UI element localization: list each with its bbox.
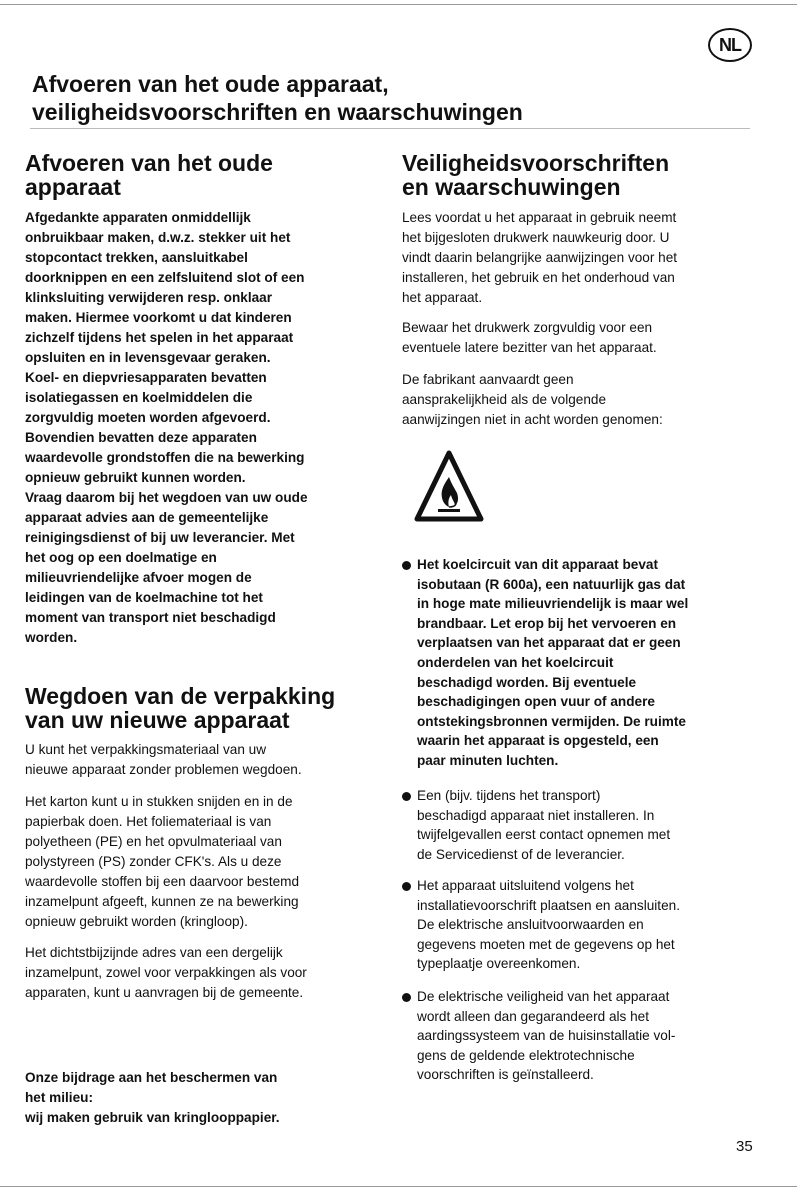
safety-para-3: [402, 370, 772, 430]
environment-note-line: Onze bijdrage aan het beschermen van: [25, 1070, 278, 1085]
section-title-disposal-line-1: Afvoeren van het oude: [25, 150, 273, 176]
bullet-dot: [402, 561, 411, 570]
page-title-line-1: Afvoeren van het oude apparaat,: [32, 71, 389, 97]
title-underline-rule: [30, 128, 750, 129]
safety-para-3-line: De fabrikant aanvaardt geen: [402, 372, 574, 387]
disposal-body-line: isolatiegassen en koelmiddelen die: [25, 390, 253, 405]
packaging-para-2: [25, 792, 385, 932]
safety-para-1-line: het apparaat.: [402, 290, 483, 305]
disposal-body-line: zichzelf tijdens het spelen in het apparaat: [25, 330, 294, 345]
section-title-packaging-line-2: van uw nieuwe apparaat: [25, 707, 290, 733]
safety-bullet-line: installatievoorschrift plaatsen en aansluiten.: [417, 897, 680, 913]
packaging-para-2-line: opnieuw gebruikt worden (kringloop).: [25, 914, 248, 929]
packaging-para-3-line: inzamelpunt, zowel voor verpakkingen als voor: [25, 965, 307, 980]
disposal-body-line: milieuvriendelijke afvoer mogen de: [25, 570, 252, 585]
disposal-body-line: Afgedankte apparaten onmiddellijk: [25, 210, 251, 225]
safety-bullet-line: twijfelgevallen eerst contact opnemen met: [417, 827, 671, 843]
safety-para-1-line: installeren, het gebruik en het onderhoud van: [402, 270, 675, 285]
safety-bullet-line: beschadigd apparaat niet installeren. In: [417, 807, 655, 823]
packaging-para-3-line: Het dichtstbijzijnde adres van een dergelijk: [25, 945, 283, 960]
flammable-warning-triangle-icon: [414, 449, 484, 525]
safety-bullet-line: voorschriften is geïnstalleerd.: [417, 1067, 594, 1083]
page-title-line-2: veiligheidsvoorschriften en waarschuwingen: [32, 99, 523, 125]
bottom-edge-rule: [0, 1186, 797, 1187]
disposal-body-line: klinksluiting verwijderen resp. onklaar: [25, 290, 273, 305]
disposal-body-line: waardevolle grondstoffen die na bewerking: [25, 450, 305, 465]
packaging-para-2-line: Het karton kunt u in stukken snijden en in de: [25, 794, 293, 809]
packaging-para-2-line: polyetheen (PE) en het opvulmateriaal van: [25, 834, 282, 849]
safety-bullet-line: De elektrische ansluitvoorwaarden en: [417, 917, 644, 933]
safety-bullet-line: typeplaatje overeenkomen.: [417, 956, 581, 972]
safety-bullet-line: waarin het apparaat is opgesteld, een: [417, 733, 659, 749]
bullet-dot: [402, 882, 411, 891]
safety-bullet-line: beschadigd worden. Bij eventuele: [417, 674, 637, 690]
environment-note-line: wij maken gebruik van kringlooppapier.: [25, 1110, 280, 1125]
disposal-body-line: worden.: [25, 630, 78, 645]
disposal-body-line: Vraag daarom bij het wegdoen van uw oude: [25, 490, 308, 505]
safety-bullet-line: ontstekingsbronnen vermijden. De ruimte: [417, 713, 686, 729]
page-title: [32, 70, 732, 126]
safety-para-3-line: aansprakelijkheid als de volgende: [402, 392, 607, 407]
safety-bullet-line: wordt alleen dan gegarandeerd als het: [417, 1008, 650, 1024]
safety-bullet-line: brandbaar. Let erop bij het vervoeren en: [417, 615, 677, 631]
safety-bullet-line: Een (bijv. tijdens het transport): [417, 788, 601, 803]
safety-bullet-line: beschadigingen open vuur of andere: [417, 694, 655, 710]
disposal-body-line: reinigingsdienst of bij uw leverancier. Met: [25, 530, 295, 545]
safety-bullet-grounding-text: [417, 987, 762, 1085]
disposal-body-line: opsluiten en in levensgevaar geraken.: [25, 350, 271, 365]
safety-bullet-line: De elektrische veiligheid van het apparaat: [417, 989, 670, 1004]
safety-bullet-isobutane: [402, 555, 762, 771]
safety-bullet-line: in hoge mate milieuvriendelijk is maar wel: [417, 596, 689, 612]
safety-para-1-line: het bijgesloten drukwerk nauwkeurig door. U: [402, 230, 670, 245]
bullet-dot: [402, 792, 411, 801]
safety-bullet-line: Het apparaat uitsluitend volgens het: [417, 878, 634, 893]
packaging-para-2-line: waardevolle stoffen bij een daarvoor bestemd: [25, 874, 300, 889]
disposal-body-line: onbruikbaar maken, d.w.z. stekker uit het: [25, 230, 291, 245]
environment-note-line: het milieu:: [25, 1090, 93, 1105]
section-title-packaging-line-1: Wegdoen van de verpakking: [25, 683, 336, 709]
page-number: 35: [736, 1138, 753, 1155]
bullet-dot: [402, 993, 411, 1002]
environment-note: [25, 1068, 385, 1128]
safety-para-1: [402, 208, 772, 308]
disposal-body-line: maken. Hiermee voorkomt u dat kinderen: [25, 310, 292, 325]
disposal-body-line: opnieuw gebruikt kunnen worden.: [25, 470, 246, 485]
safety-bullet-line: onderdelen van het koelcircuit: [417, 654, 614, 670]
packaging-para-3-line: apparaten, kunt u aanvragen bij de gemeente.: [25, 985, 304, 1000]
section-title-safety-line-1: Veiligheidsvoorschriften: [402, 150, 670, 176]
safety-bullet-line: gens de geldende elektrotechnische: [417, 1047, 635, 1063]
disposal-body-line: zorgvuldig moeten worden afgevoerd.: [25, 410, 271, 425]
safety-bullet-installation-text: [417, 876, 762, 974]
safety-para-3-line: aanwijzingen niet in acht worden genomen:: [402, 412, 663, 427]
safety-bullet-line: paar minuten luchten.: [417, 752, 559, 768]
disposal-body-line: Bovendien bevatten deze apparaten: [25, 430, 257, 445]
safety-bullet-grounding: [402, 987, 762, 1085]
disposal-body: [25, 208, 385, 648]
safety-bullet-line: aardingssysteem van de huisinstallatie vol-: [417, 1028, 676, 1044]
packaging-para-1-line: U kunt het verpakkingsmateriaal van uw: [25, 742, 267, 757]
safety-bullet-installation: [402, 876, 762, 974]
section-title-safety: [402, 151, 772, 199]
section-title-disposal-line-2: apparaat: [25, 174, 121, 200]
safety-para-1-line: vindt daarin belangrijke aanwijzingen voor het: [402, 250, 678, 265]
section-title-packaging: [25, 684, 385, 732]
packaging-para-1: [25, 740, 385, 780]
language-badge: NL: [708, 28, 752, 62]
safety-bullet-line: gegevens moeten met de gegevens op het: [417, 936, 675, 952]
safety-bullet-line: Het koelcircuit van dit apparaat bevat: [417, 557, 658, 572]
disposal-body-line: leidingen van de koelmachine tot het: [25, 590, 263, 605]
disposal-body-line: stopcontact trekken, aansluitkabel: [25, 250, 248, 265]
safety-para-2-line: eventuele latere bezitter van het apparaat.: [402, 340, 657, 355]
section-title-safety-line-2: en waarschuwingen: [402, 174, 621, 200]
safety-para-2-line: Bewaar het drukwerk zorgvuldig voor een: [402, 320, 653, 335]
safety-bullet-line: verplaatsen van het apparaat dat er geen: [417, 635, 681, 651]
safety-bullet-line: isobutaan (R 600a), een natuurlijk gas dat: [417, 576, 686, 592]
disposal-body-line: doorknippen en een zelfsluitend slot of een: [25, 270, 305, 285]
disposal-body-line: apparaat advies aan de gemeentelijke: [25, 510, 269, 525]
safety-bullet-line: de Servicedienst of de leverancier.: [417, 846, 625, 862]
packaging-para-3: [25, 943, 385, 1003]
safety-bullet-damaged-text: [417, 786, 762, 864]
safety-para-1-line: Lees voordat u het apparaat in gebruik neemt: [402, 210, 677, 225]
packaging-para-1-line: nieuwe apparaat zonder problemen wegdoen.: [25, 762, 302, 777]
packaging-para-2-line: inzamelpunt afgeeft, kunnen ze na bewerking: [25, 894, 299, 909]
disposal-body-line: moment van transport niet beschadigd: [25, 610, 276, 625]
disposal-body-line: het oog op een doelmatige en: [25, 550, 217, 565]
safety-bullet-isobutane-text: [417, 555, 762, 771]
safety-para-2: [402, 318, 772, 358]
section-title-disposal: [25, 151, 385, 199]
safety-bullet-damaged: [402, 786, 762, 864]
disposal-body-line: Koel- en diepvriesapparaten bevatten: [25, 370, 267, 385]
packaging-para-2-line: polystyreen (PS) zonder CFK's. Als u deze: [25, 854, 282, 869]
packaging-para-2-line: papierbak doen. Het foliemateriaal is van: [25, 814, 272, 829]
top-edge-rule: [0, 4, 797, 5]
